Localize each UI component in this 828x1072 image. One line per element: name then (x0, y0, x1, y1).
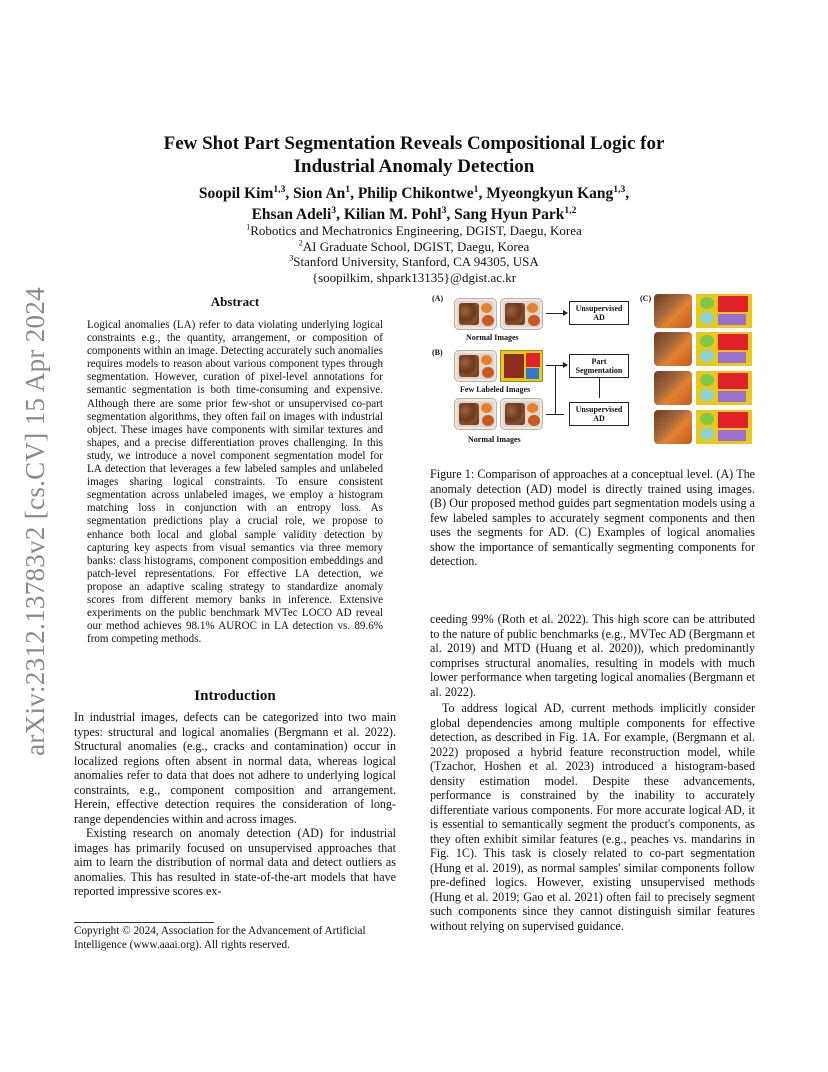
few-labeled-images-label: Few Labeled Images (460, 385, 531, 394)
affil-sup: 2 (298, 238, 303, 248)
title-line-2: Industrial Anomaly Detection (293, 156, 535, 177)
affil-text: Robotics and Mechatronics Engineering, DGIST, Daegu, Korea (250, 223, 582, 238)
author-sup: 1,2 (564, 204, 577, 216)
caption-text: Figure 1: Comparison of approaches at a conceptual level. (A) The anomaly detection (AD) model is directly trained using images. (B) Our proposed method guides part segmentation models using a few labeled samples to accurately segment components and then uses the segments for AD. (C) Examples of logical anomalies show the importance of semantically segmenting components for detection. (430, 467, 755, 568)
footnote-divider (74, 922, 214, 923)
food-tray-image (454, 398, 497, 430)
introduction-heading: Introduction (194, 688, 276, 704)
abstract-heading: Abstract (210, 294, 260, 309)
intro-paragraph-1: In industrial images, defects can be categorized into two main types: structural and logical anomalies (Bergmann et al. 2022). Structural anomalies (e.g., cracks and contamination) occur in localized regions often absent in normal data, whereas logical anomalies refer to data that does not adhere to underlying logical constraints, e.g., component composition and arrangement. Herein, effective detection requires the consideration of long-range dependencies within and across images. (74, 710, 396, 826)
part-segmentation-box: Part Segmentation (569, 354, 629, 378)
author-name: Soopil Kim (198, 185, 274, 202)
affiliation-1 (100, 223, 728, 239)
abstract-text: Logical anomalies (LA) refer to data violating underlying logical constraints e.g., the quantity, arrangement, or composition of components within an image. Detecting accurately such anomalies requires models to reason about various component types through segmentation. However, curation of pixel-level annotations for semantic segmentation is both time-consuming and expensive. Although there are some prior few-shot or unsupervised co-part segmentation algorithms, they often fail on images with industrial object. These images have components with similar textures and shapes, and a precise differentiation proves challenging. In this study, we introduce a novel component segmentation model for LA detection that leverages a few labeled samples and unlabeled images sharing logical constraints. To ensure consistent segmentation across unlabeled images, we employ a histogram matching loss in conjunction with an entropy loss. As segmentation predictions play a crucial role, we propose to enhance both local and global sample validity detection by capturing key aspects from visual semantics via three memory banks: class histograms, component composition embeddings and patch-level representations. For effective LA detection, we propose an adaptive scaling strategy to standardize anomaly scores from different memory banks in inference. Extensive experiments on the public benchmark MVTec LOCO AD reveal our method achieves 98.1% AUROC in LA detection vs. 89.6% from competing methods. (87, 319, 383, 646)
affiliations (100, 223, 728, 285)
affiliation-3 (100, 254, 728, 270)
intro-paragraph-2: Existing research on anomaly detection (AD) for industrial images has primarily focused on unsupervised approaches that aim to learn the distribution of normal data and detect outliers as anomalies. This has resulted in state-of-the-art models that have reported impressive scores ex- (74, 826, 396, 898)
paper-title (100, 132, 728, 178)
figure-label-a: (A) (432, 294, 444, 303)
author-sup: 1 (473, 183, 479, 195)
copyright-footnote: Copyright © 2024, Association for the Advancement of Artificial Intelligence (www.aaai.org). All rights reserved. (74, 925, 366, 951)
affil-sup: 3 (289, 253, 294, 263)
figure-label-c: (C) (640, 294, 652, 303)
food-tray-image (500, 398, 543, 430)
food-tray-image (454, 298, 497, 330)
arrow (555, 365, 556, 415)
normal-images-label: Normal Images (468, 435, 521, 444)
author-line-2: Ehsan Adeli$^3$, Kilian M. Pohl$^3$, Sang Hyun Park$^{1,2}$ (251, 204, 577, 223)
author-sup: 3 (441, 204, 447, 216)
figure-1 (430, 292, 755, 452)
figure-label-b: (B) (432, 348, 443, 357)
author-sup: 1,3 (613, 183, 626, 195)
title-line-1: Few Shot Part Segmentation Reveals Compositional Logic for (163, 133, 665, 154)
affil-sup: 1 (246, 222, 251, 232)
food-tray-image (454, 350, 497, 382)
affiliation-2 (100, 239, 728, 255)
introduction-body (74, 710, 396, 899)
author-emails: {soopilkim, shpark13135}@dgist.ac.kr (311, 269, 517, 285)
author-name: Myeongkyun Kang (486, 185, 614, 202)
arrow-head (563, 362, 568, 368)
author-list (100, 183, 728, 225)
figure-1-caption (430, 467, 755, 569)
author-name: Sion An (293, 185, 346, 202)
arrow (546, 313, 564, 314)
author-line-1: Soopil Kim$^{1,3}$, Sion An$^1$, Philip Chikontwe$^1$, Myeongkyun Kang$^{1,3}$, (198, 183, 630, 202)
unsupervised-ad-box-b: Unsupervised AD (569, 402, 629, 426)
author-sup: 1 (345, 183, 351, 195)
author-name: Philip Chikontwe (357, 185, 474, 202)
author-sup: 1,3 (273, 183, 286, 195)
food-tray-image (500, 298, 543, 330)
logical-anomaly-examples (654, 294, 754, 450)
arrow-head (563, 310, 568, 316)
right-paragraph-2: To address logical AD, current methods implicitly consider global dependencies among multiple components for effective detection, as described in Fig. 1A. For example, (Bergmann et al. 2022) proposed a hybrid feature reconstruction model, while (Tzachor, Hoshen et al. 2023) introduced a histogram-based density estimation model. Despite these advancements, performance is constrained by the inability to accurately differentiate various components. For more accurate logical AD, it is essential to semantically segment the product's components, as they often exhibit similar features (e.g., peaches vs. mandarins in Fig. 1C). This task is closely related to co-part segmentation (Hung et al. 2019), as normal samples' similar components follow pre-defined logics. However, existing unsupervised methods (Hung et al. 2019; Gao et al. 2021) often fail to precisely segment such components since they cannot distinguish similar features without relying on supervised guidance. (430, 701, 755, 933)
author-name: Kilian M. Pohl (343, 206, 442, 223)
normal-images-label: Normal Images (466, 333, 519, 342)
arxiv-id-text: arXiv:2312.13783v2 [cs.CV] 15 Apr 2024 (19, 286, 50, 756)
affil-text: Stanford University, Stanford, CA 94305, USA (293, 254, 539, 269)
segmentation-mask-image (500, 350, 543, 382)
arxiv-identifier (18, 285, 52, 757)
unsupervised-ad-box-a: Unsupervised AD (569, 301, 629, 325)
author-name: Ehsan Adeli (251, 206, 332, 223)
right-column-body (430, 612, 755, 933)
author-name: Sang Hyun Park (454, 206, 565, 223)
affil-text: AI Graduate School, DGIST, Daegu, Korea (302, 238, 530, 254)
author-sup: 3 (331, 204, 337, 216)
right-paragraph-1: ceeding 99% (Roth et al. 2022). This high score can be attributed to the nature of public benchmarks (e.g., MVTec AD (Bergmann et al. 2019) and MTD (Huang et al. 2020)), which predominantly comprises structural anomalies, resulting in models with much lower performance when targeting logical anomalies (Bergmann et al. 2022). (430, 612, 755, 699)
arrow (599, 378, 600, 398)
abstract-body (87, 319, 383, 646)
